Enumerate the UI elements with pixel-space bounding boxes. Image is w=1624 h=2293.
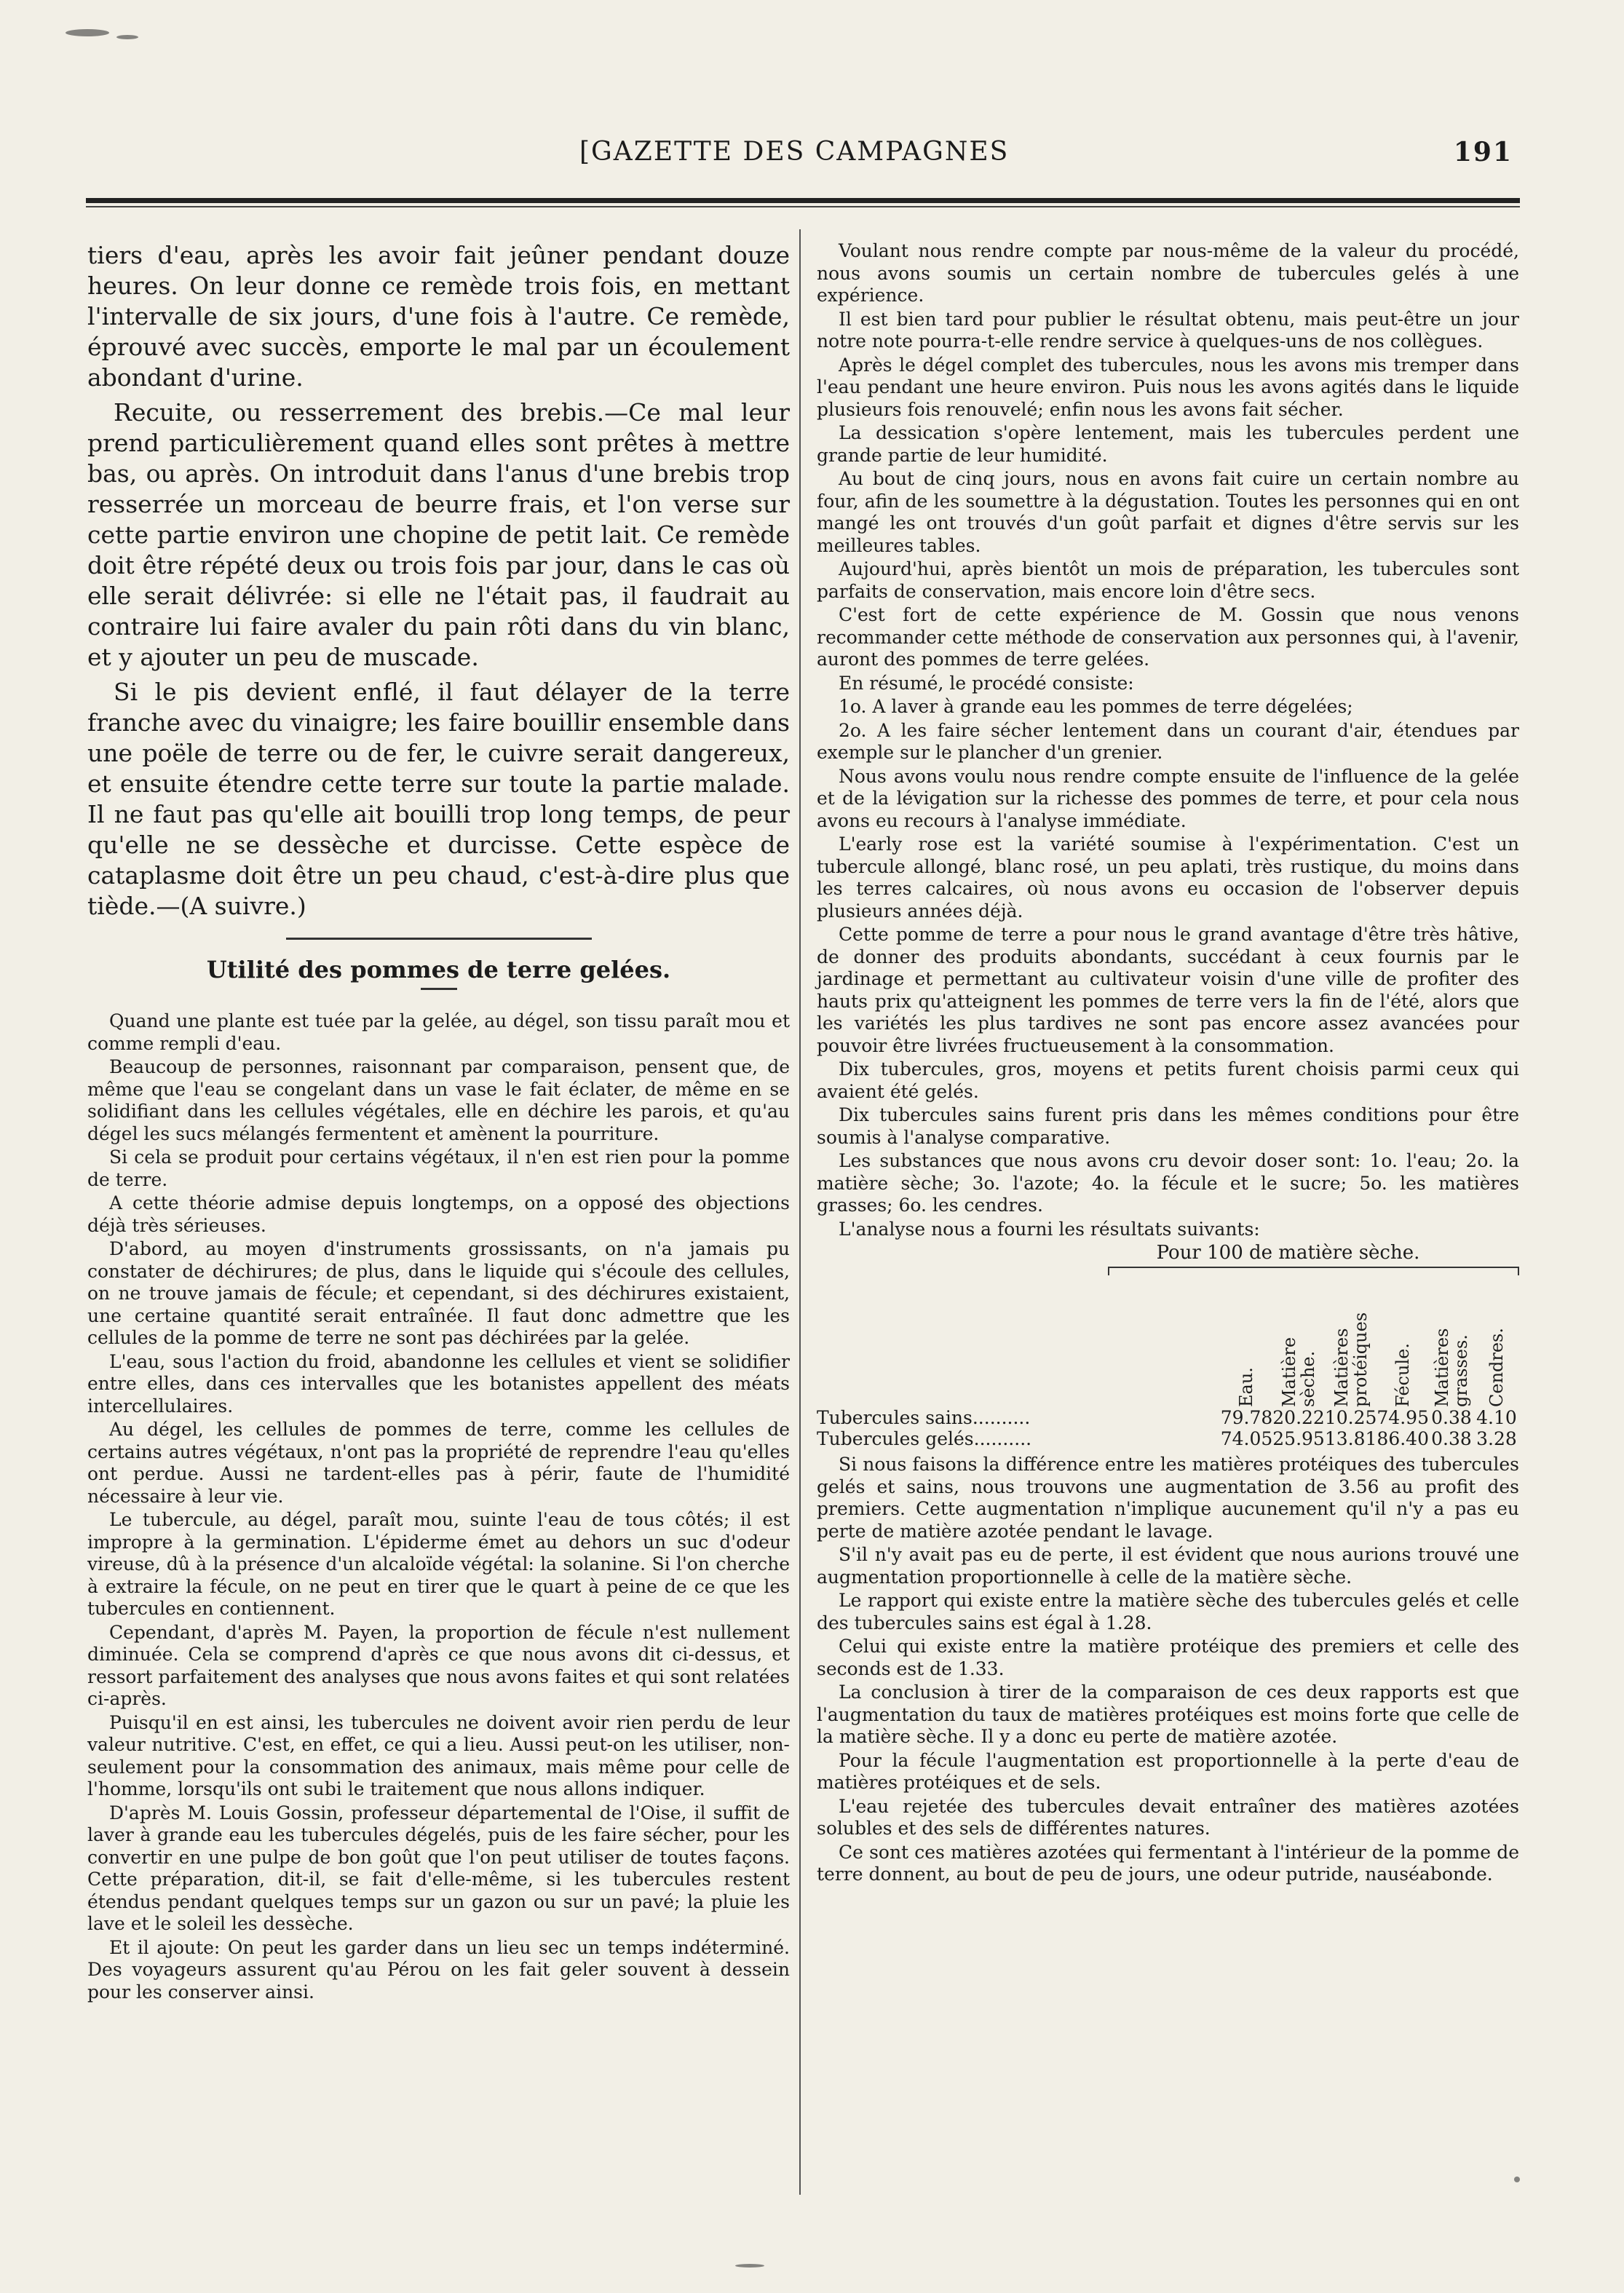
paragraph: Au dégel, les cellules de pommes de terre, comme les cellules de certains autres végétaux, n'ont pas la propriété de reprendre l'eau qu'elles ont perdue. Aussi ne tardent-elles pas à périr, faute de l'humidité nécessaire à leur vie. [87, 1419, 790, 1507]
article-title: Utilité des pommes de terre gelées. [206, 956, 671, 983]
paragraph: Ce sont ces matières azotées qui fermentant à l'intérieur de la pomme de terre donnent, au bout de peu de jours, une odeur putride, nauséabonde. [817, 1841, 1519, 1885]
table-column-header: Matières grasses. [1432, 1328, 1471, 1407]
paragraph: Cette pomme de terre a pour nous le grand avantage d'être très hâtive, de donner des produits abondants, succédant à ceux fournis par le jardinage et permettant au cultivateur voisin d'une ville de profiter des hauts prix qu'atteignent les pommes de terre vers la fin de l'été, alors que les variétés les plus tardives ne sont pas encore assez avancées pour pouvoir être livrées fructueusement à la consommation. [817, 924, 1519, 1056]
table-cell: 3.28 [1476, 1428, 1517, 1449]
paragraph: Cependant, d'après M. Payen, la proportion de fécule n'est nullement diminuée. Cela se comprend d'après ce que nous avons dit ci-dessus, et ressort parfaitement des analyses que nous avons faites et qui sont relatées ci-après. [87, 1621, 790, 1709]
paragraph: Aujourd'hui, après bientôt un mois de préparation, les tubercules sont parfaits de conservation, mais encore loin d'être secs. [817, 558, 1519, 602]
paragraph: Pour la fécule l'augmentation est proportionnelle à la perte d'eau de matières protéiques et de sels. [817, 1749, 1519, 1793]
paragraph: L'early rose est la variété soumise à l'expérimentation. C'est un tubercule allongé, blanc rosé, un peu aplati, très rustique, du moins dans les terres calcaires, où nous avons eu occasion de l'observer depuis plusieurs années déjà. [817, 833, 1519, 922]
table-row [817, 1428, 1519, 1449]
paragraph: La dessication s'opère lentement, mais les tubercules perdent une grande partie de leur humidité. [817, 422, 1519, 466]
table-column-header: Cendres. [1486, 1327, 1507, 1407]
paragraph: D'abord, au moyen d'instruments grossissants, on n'a jamais pu constater de déchirures; de plus, dans le liquide qui s'écoule des cellules, on ne trouve jamais de fécule; et cependant, si des déchirures existaient, une certaine quantité serait entraînée. Il faut donc admettre que les cellules de la pomme de terre ne sont pas déchirées par la gelée. [87, 1238, 790, 1348]
publication-title: [GAZETTE DES CAMPAGNES [579, 137, 1010, 167]
paragraph: C'est fort de cette expérience de M. Gossin que nous venons recommander cette méthode de conservation aux personnes qui, à l'avenir, auront des pommes de terre gelées. [817, 604, 1519, 670]
column-divider [799, 229, 801, 2195]
paragraph: D'après M. Louis Gossin, professeur départemental de l'Oise, il suffit de laver à grande eau les tubercules dégelés, puis de les faire sécher, pour les convertir en une pulpe de bon goût que l'on peut utiliser de toutes façons. Cette préparation, dit-il, se fait d'elle-même, si les tubercules restent étendus pendant quelques temps sur un gazon ou sur un pavé; la pluie les lave et le soleil les dessèche. [87, 1802, 790, 1934]
table-row-label: Tubercules sains.......... [817, 1407, 1031, 1428]
table-row-label: Tubercules gelés.......... [817, 1428, 1032, 1449]
page-header [80, 137, 1529, 181]
table-cell: 20.22 [1272, 1407, 1325, 1428]
analysis-table [817, 1280, 1519, 1449]
header-rule-thick [86, 198, 1520, 203]
paragraph: L'analyse nous a fourni les résultats suivants: [839, 1218, 1260, 1240]
paragraph: S'il n'y avait pas eu de perte, il est évident que nous aurions trouvé une augmentation proportionnelle à celle de la matière sèche. [817, 1544, 1519, 1588]
paragraph: 2o. A les faire sécher lentement dans un courant d'air, étendues par exemple sur le plancher d'un grenier. [817, 719, 1519, 763]
table-cell: 25.95 [1272, 1428, 1325, 1449]
paragraph: Puisqu'il en est ainsi, les tubercules ne doivent avoir rien perdu de leur valeur nutritive. C'est, en effet, ce qui a lieu. Aussi peut-on les utiliser, non-seulement pour la consommation des animaux, mais même pour celle de l'homme, lorsqu'ils ont subi le traitement que nous allons indiquer. [87, 1711, 790, 1799]
paragraph: Recuite, ou resserrement des brebis.—Ce mal leur prend particulièrement quand elles sont prêtes à mettre bas, ou après. On introduit dans l'anus d'une brebis trop resserrée un morceau de beurre frais, et l'on verse sur cette partie environ une chopine de petit lait. Ce remède doit être répété deux ou trois fois par jour, dans le cas où elle serait délivrée: si elle ne l'était pas, il faudrait au contraire lui faire avaler du pain rôti dans du vin blanc, et y ajouter un peu de muscade. [87, 398, 790, 671]
paragraph: Dix tubercules sains furent pris dans les mêmes conditions pour être soumis à l'analyse comparative. [817, 1104, 1519, 1148]
table-cell: 0.38 [1431, 1428, 1472, 1449]
table-column-header: Fécule. [1393, 1343, 1414, 1407]
paragraph: Voulant nous rendre compte par nous-même de la valeur du procédé, nous avons soumis un certain nombre de tubercules gelés à une expérience. [817, 240, 1519, 306]
table-cell: 4.10 [1476, 1407, 1517, 1428]
ink-speck [66, 29, 109, 36]
article-body-left [87, 1010, 790, 2003]
table-cell: 10.25 [1324, 1407, 1377, 1428]
paragraph: Après le dégel complet des tubercules, nous les avons mis tremper dans l'eau pendant une heure environ. Puis nous les avons agités dans le liquide plusieurs fois renouvelé; enfin nous les avons fait sécher. [817, 354, 1519, 420]
table-column-header: Eau. [1236, 1367, 1257, 1407]
paragraph: L'eau, sous l'action du froid, abandonne les cellules et vient se solidifier entre elles, dans ces intervalles que les botanistes appellent des méats intercellulaires. [87, 1350, 790, 1417]
ink-speck [735, 2264, 764, 2268]
left-column [87, 240, 790, 2005]
section-divider [286, 938, 592, 940]
paragraph: L'eau rejetée des tubercules devait entraîner des matières azotées solubles et des sels de différentes natures. [817, 1795, 1519, 1839]
table-row [817, 1407, 1519, 1428]
title-underline [421, 988, 457, 990]
paragraph: Si le pis devient enflé, il faut délayer de la terre franche avec du vinaigre; les faire bouillir ensemble dans une poële de terre ou de fer, le cuivre serait dangereux, et ensuite étendre cette terre sur toute la partie malade. Il ne faut pas qu'elle ait bouilli trop long temps, de peur qu'elle ne se dessèche et durcisse. Cette espèce de cataplasme doit être un peu chaud, c'est-à-dire plus que tiède.—(A suivre.) [87, 678, 790, 920]
paragraph: tiers d'eau, après les avoir fait jeûner pendant douze heures. On leur donne ce remède trois fois, en mettant l'intervalle de six jours, d'une fois à l'autre. Ce remède, éprouvé avec succès, emporte le mal par un écoulement abondant d'urine. [87, 241, 790, 392]
paragraph: 1o. A laver à grande eau les pommes de terre dégelées; [839, 696, 1353, 717]
paragraph: Celui qui existe entre la matière protéique des premiers et celle des seconds est de 1.33. [817, 1636, 1519, 1679]
ink-speck [1514, 2177, 1520, 2182]
table-column-header: Matière sèche. [1279, 1336, 1319, 1407]
right-column [817, 240, 1519, 1888]
paragraph: Le rapport qui existe entre la matière sèche des tubercules gelés et celle des tubercules sains est égal à 1.28. [817, 1590, 1519, 1633]
table-cell: 13.81 [1324, 1428, 1377, 1449]
paragraph: Beaucoup de personnes, raisonnant par comparaison, pensent que, de même que l'eau se congelant dans un vase le fait éclater, de même en se solidifiant dans les cellules végétales, elle en déchire les parois, et qu'au dégel les sucs mélangés fermentent et amènent la pourriture. [87, 1056, 790, 1144]
paragraph: A cette théorie admise depuis longtemps, on a opposé des objections déjà très sérieuses. [87, 1192, 790, 1236]
paragraph: La conclusion à tirer de la comparaison de ces deux rapports est que l'augmentation du taux de matières protéiques est moins forte que celle de la matière sèche. Il y a donc eu perte de matière azotée. [817, 1682, 1519, 1747]
table-header-row [817, 1280, 1519, 1407]
paragraph: Quand une plante est tuée par la gelée, au dégel, son tissu paraît mou et comme rempli d'eau. [87, 1010, 790, 1054]
table-column-header: Matières protéiques [1331, 1312, 1371, 1407]
table-cell: 0.38 [1431, 1407, 1472, 1428]
ink-speck [116, 35, 138, 39]
veterinary-text [87, 240, 790, 922]
table-cell: 74.05 [1220, 1428, 1273, 1449]
paragraph: En résumé, le procédé consiste: [839, 672, 1134, 694]
table-cell: 79.78 [1220, 1407, 1273, 1428]
table-header-spacer [817, 1280, 1221, 1407]
page-number: 191 [1453, 137, 1513, 167]
table-brace [1108, 1267, 1519, 1275]
paragraph: Et il ajoute: On peut les garder dans un lieu sec un temps indéterminé. Des voyageurs assurent qu'au Pérou on les fait geler souvent à dessein pour les conserver ainsi. [87, 1936, 790, 2003]
paragraph: Au bout de cinq jours, nous en avons fait cuire un certain nombre au four, afin de les soumettre à la dégustation. Toutes les personnes qui en ont mangé les ont trouvés d'un goût parfait et dignes d'être servis sur les meilleures tables. [817, 468, 1519, 556]
paragraph: Il est bien tard pour publier le résultat obtenu, mais peut-être un jour notre note pourra-t-elle rendre service à quelques-uns de nos collègues. [817, 308, 1519, 352]
table-cell: 74.95 [1377, 1407, 1429, 1428]
paragraph: Si nous faisons la différence entre les matières protéiques des tubercules gelés et sains, nous trouvons une augmentation de 3.56 au profit des premiers. Cette augmentation n'implique aucunement qu'il n'y a pas eu perte de matière azotée pendant le lavage. [817, 1454, 1519, 1542]
table-cell: 86.40 [1377, 1428, 1429, 1449]
paragraph: Si cela se produit pour certains végétaux, il n'en est rien pour la pomme de terre. [87, 1146, 790, 1190]
paragraph: Dix tubercules, gros, moyens et petits furent choisis parmi ceux qui avaient été gelés. [817, 1058, 1519, 1102]
table-caption: Pour 100 de matière sèche. [1156, 1242, 1420, 1264]
header-rule-thin [86, 206, 1520, 207]
paragraph: Les substances que nous avons cru devoir doser sont: 1o. l'eau; 2o. la matière sèche; 3o. l'azote; 4o. la fécule et le sucre; 5o. les matières grasses; 6o. les cendres. [817, 1150, 1519, 1216]
paragraph: Nous avons voulu nous rendre compte ensuite de l'influence de la gelée et de la lévigation sur la richesse des pommes de terre, et pour cela nous avons eu recours à l'analyse immédiate. [817, 765, 1519, 831]
paragraph: Le tubercule, au dégel, paraît mou, suinte l'eau de tous côtés; il est impropre à la germination. L'épiderme émet au dehors un suc d'odeur vireuse, dû à la présence d'un alcaloïde végétal: la solanine. Si l'on cherche à extraire la fécule, on ne peut en tirer que le quart à peine de ce que les tubercules en contiennent. [87, 1509, 790, 1619]
